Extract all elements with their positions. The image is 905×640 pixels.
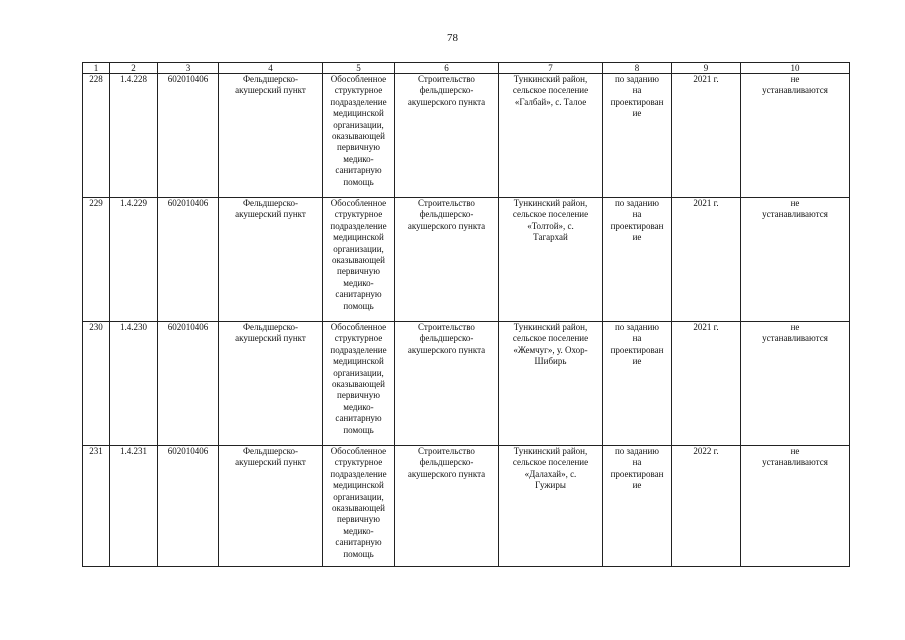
column-header: 9 bbox=[672, 63, 741, 74]
column-header: 2 bbox=[110, 63, 158, 74]
object-code: 1.4.228 bbox=[110, 74, 158, 198]
row-number: 229 bbox=[83, 198, 110, 322]
register-table bbox=[82, 62, 850, 567]
column-header: 7 bbox=[499, 63, 603, 74]
oktmo-code: 602010406 bbox=[158, 198, 219, 322]
table-row bbox=[83, 322, 850, 446]
object-purpose: Строительство фельдшерско- акушерского пункта bbox=[395, 74, 499, 198]
object-code: 1.4.231 bbox=[110, 446, 158, 567]
column-header: 10 bbox=[741, 63, 850, 74]
object-zones: не устанавливаются bbox=[741, 322, 850, 446]
object-code: 1.4.230 bbox=[110, 322, 158, 446]
column-header: 6 bbox=[395, 63, 499, 74]
object-area: по заданию на проектирован ие bbox=[603, 446, 672, 567]
column-header: 4 bbox=[219, 63, 323, 74]
object-location: Тункинский район, сельское поселение «Галбай», с. Талое bbox=[499, 74, 603, 198]
row-number: 228 bbox=[83, 74, 110, 198]
oktmo-code: 602010406 bbox=[158, 74, 219, 198]
object-name: Фельдшерско- акушерский пункт bbox=[219, 74, 323, 198]
object-name: Фельдшерско- акушерский пункт bbox=[219, 322, 323, 446]
object-year: 2021 г. bbox=[672, 198, 741, 322]
object-location: Тункинский район, сельское поселение «Далахай», с. Гужиры bbox=[499, 446, 603, 567]
table-row bbox=[83, 74, 850, 198]
object-location: Тункинский район, сельское поселение «Толтой», с. Тагархай bbox=[499, 198, 603, 322]
object-year: 2021 г. bbox=[672, 74, 741, 198]
object-code: 1.4.229 bbox=[110, 198, 158, 322]
column-number-row bbox=[83, 63, 850, 74]
object-year: 2022 г. bbox=[672, 446, 741, 567]
oktmo-code: 602010406 bbox=[158, 446, 219, 567]
object-zones: не устанавливаются bbox=[741, 446, 850, 567]
object-purpose: Строительство фельдшерско- акушерского пункта bbox=[395, 322, 499, 446]
object-name: Фельдшерско- акушерский пункт bbox=[219, 446, 323, 567]
object-area: по заданию на проектирован ие bbox=[603, 322, 672, 446]
object-description: Обособленное структурное подразделение медицинской организации, оказывающей первичную медико- санитарную помощь bbox=[323, 198, 395, 322]
table-row bbox=[83, 198, 850, 322]
object-location: Тункинский район, сельское поселение «Жемчуг», у. Охор- Шибирь bbox=[499, 322, 603, 446]
object-area: по заданию на проектирован ие bbox=[603, 198, 672, 322]
object-zones: не устанавливаются bbox=[741, 74, 850, 198]
object-purpose: Строительство фельдшерско- акушерского пункта bbox=[395, 446, 499, 567]
column-header: 3 bbox=[158, 63, 219, 74]
column-header: 8 bbox=[603, 63, 672, 74]
object-description: Обособленное структурное подразделение медицинской организации, оказывающей первичную медико- санитарную помощь bbox=[323, 446, 395, 567]
column-header: 1 bbox=[83, 63, 110, 74]
row-number: 230 bbox=[83, 322, 110, 446]
object-year: 2021 г. bbox=[672, 322, 741, 446]
object-zones: не устанавливаются bbox=[741, 198, 850, 322]
object-description: Обособленное структурное подразделение медицинской организации, оказывающей первичную медико- санитарную помощь bbox=[323, 74, 395, 198]
object-area: по заданию на проектирован ие bbox=[603, 74, 672, 198]
row-number: 231 bbox=[83, 446, 110, 567]
object-name: Фельдшерско- акушерский пункт bbox=[219, 198, 323, 322]
table-row bbox=[83, 446, 850, 567]
page-number: 78 bbox=[447, 32, 458, 44]
column-header: 5 bbox=[323, 63, 395, 74]
oktmo-code: 602010406 bbox=[158, 322, 219, 446]
object-description: Обособленное структурное подразделение медицинской организации, оказывающей первичную медико- санитарную помощь bbox=[323, 322, 395, 446]
object-purpose: Строительство фельдшерско- акушерского пункта bbox=[395, 198, 499, 322]
